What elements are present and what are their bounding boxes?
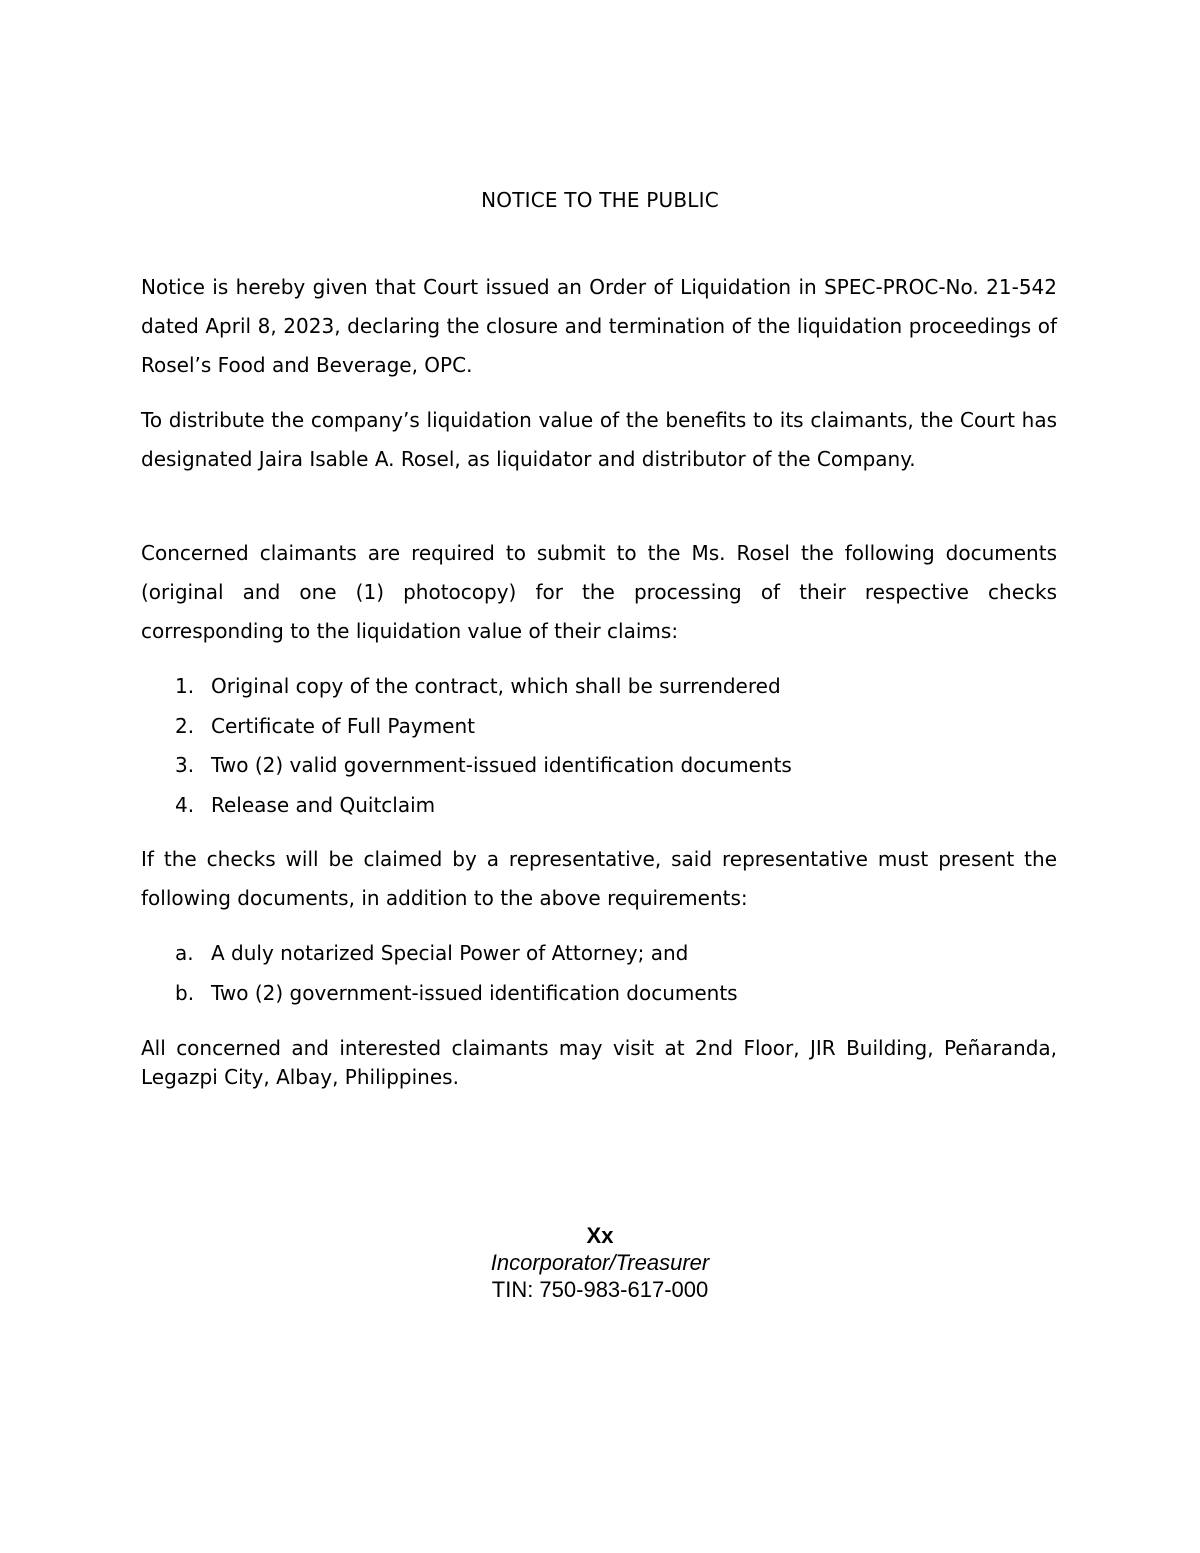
signatory-tin: TIN: 750-983-617-000 (491, 1277, 709, 1302)
list-item (141, 667, 1057, 707)
list-marker: 1. (175, 674, 195, 698)
list-item-text: Certificate of Full Payment (211, 713, 475, 738)
signatory-role: Incorporator/Treasurer (490, 1250, 710, 1275)
list-item (141, 707, 1057, 747)
list-item-text: Two (2) government-issued identification documents (211, 980, 738, 1005)
list-marker: 2. (175, 713, 195, 738)
list-marker: 4. (175, 792, 195, 817)
list-item-text: Original copy of the contract, which shall be surrendered (211, 674, 781, 698)
list-item-text: Two (2) valid government-issued identification documents (211, 753, 792, 777)
list-item-text: Release and Quitclaim (211, 792, 436, 817)
paragraph-visit-address: All concerned and interested claimants may visit at 2nd Floor, JIR Building, Peñaranda, Legazpi City, Albay, Philippines. (141, 1036, 1057, 1089)
paragraph-claimant-requirements: Concerned claimants are required to submit to the Ms. Rosel the following documents (original and one (1) photocopy) for the processing of their respective checks corresponding to the liquidation value of their claims: (141, 541, 1057, 643)
list-item-text: A duly notarized Special Power of Attorney; and (211, 941, 689, 965)
paragraph-representative: If the checks will be claimed by a representative, said representative must present the following documents, in addition to the above requirements: (141, 847, 1057, 910)
list-item (141, 974, 1057, 1014)
list-item (141, 934, 1057, 974)
representative-requirements-list (141, 934, 1057, 1013)
requirements-list (141, 667, 1057, 825)
paragraph-liquidator-designation: To distribute the company’s liquidation value of the benefits to its claimants, the Court has designated Jaira Isable A. Rosel, as liquidator and distributor of the Company. (141, 408, 1057, 471)
list-item (141, 746, 1057, 786)
list-marker: b. (175, 980, 195, 1005)
list-marker: 3. (175, 753, 195, 777)
paragraph-order-of-liquidation: Notice is hereby given that Court issued an Order of Liquidation in SPEC-PROC-No. 21-542 dated April 8, 2023, declaring the closure and termination of the liquidation proceedings of Rosel’s Food and Beverage, OPC. (141, 275, 1057, 377)
signatory-name: Xx (586, 1223, 614, 1248)
list-item (141, 786, 1057, 826)
document-title: NOTICE TO THE PUBLIC (481, 188, 719, 212)
list-marker: a. (175, 941, 194, 965)
